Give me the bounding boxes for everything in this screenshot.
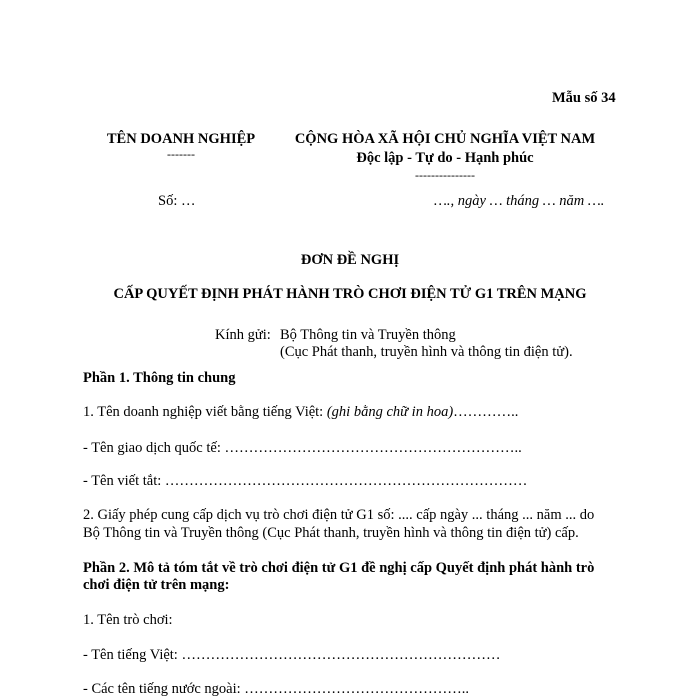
item1-text: 1. Tên doanh nghiệp viết bằng tiếng Việt: [83, 404, 327, 420]
date-line: …., ngày … tháng … năm …. [434, 193, 605, 209]
part1-item1 [83, 403, 518, 421]
item1-note: (ghi bằng chữ in hoa) [326, 404, 454, 420]
nation-name: CỘNG HÒA XÃ HỘI CHỦ NGHĨA VIỆT NAM [294, 131, 596, 147]
addressee-label: Kính gửi: [215, 327, 271, 343]
part2-heading-line2: chơi điện tử trên mạng: [83, 577, 230, 593]
item1-dots: ………….. [453, 404, 519, 420]
part1-heading: Phần 1. Thông tin chung [83, 370, 236, 386]
intl-name-line: - Tên giao dịch quốc tế: …………………………………………………….. [83, 440, 522, 456]
company-underline: ------- [167, 147, 195, 161]
item2-line2: Bộ Thông tin và Truyền thông (Cục Phát thanh, truyền hình và thông tin điện tử) cấp. [83, 525, 579, 541]
short-name-line: - Tên viết tắt: ………………………………………………………………… [83, 473, 528, 489]
part2-heading-line1: Phần 2. Mô tả tóm tắt về trò chơi điện tử G1 đề nghị cấp Quyết định phát hành trò [83, 560, 595, 576]
company-name: TÊN DOANH NGHIỆP [106, 131, 256, 147]
document-subtitle: CẤP QUYẾT ĐỊNH PHÁT HÀNH TRÒ CHƠI ĐIỆN TỬ G1 TRÊN MẠNG [113, 286, 587, 302]
document-title: ĐƠN ĐỀ NGHỊ [300, 252, 400, 268]
addressee-line2: (Cục Phát thanh, truyền hình và thông tin điện tử). [280, 344, 573, 360]
vn-name-line: - Tên tiếng Việt: ………………………………………………………… [83, 647, 501, 663]
game-name-label: 1. Tên trò chơi: [83, 612, 173, 628]
foreign-names-line: - Các tên tiếng nước ngoài: ……………………………………….. [83, 681, 470, 697]
form-number: Mẫu số 34 [552, 90, 616, 106]
addressee-line1: Bộ Thông tin và Truyền thông [280, 327, 456, 343]
national-motto: Độc lập - Tự do - Hạnh phúc [356, 150, 534, 166]
document-number: Số: … [158, 193, 196, 209]
item2-line1: 2. Giấy phép cung cấp dịch vụ trò chơi điện tử G1 số: .... cấp ngày ... tháng ... năm ... do [83, 507, 595, 523]
motto-underline: --------------- [415, 168, 475, 182]
